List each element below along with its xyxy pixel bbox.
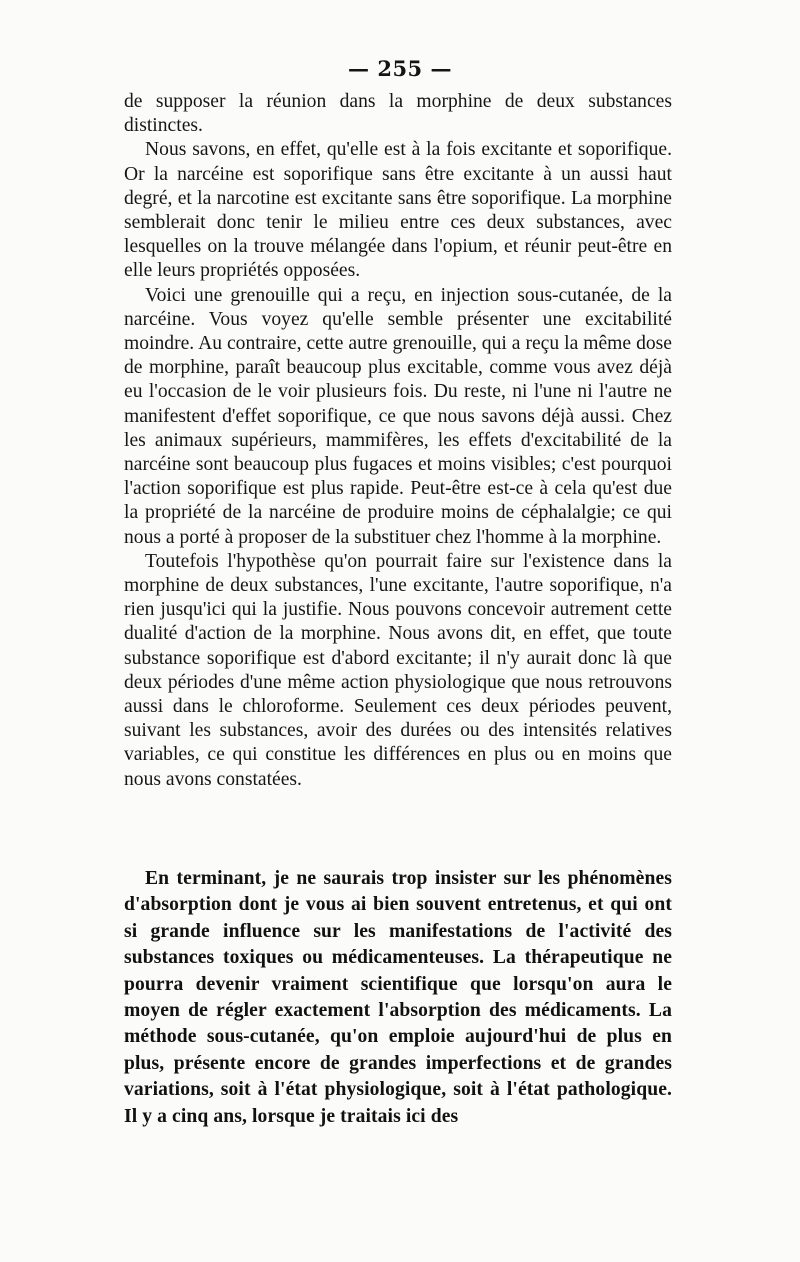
paragraph-hypothesis: Toutefois l'hypothèse qu'on pourrait faire sur l'existence dans la morphine de deux substances, l'une excitante, l'autre soporifique, n'a rien jusqu'ici qui la justifie. Nous pouvons concevoir autrement cette dualité d'action de la morphine. Nous avons dit, en effet, que toute substance soporifique est d'abord excitante; il n'y aurait donc là que deux périodes d'une même action physiologique que nous retrouvons aussi dans le chloroforme. Seulement ces deux périodes peuvent, suivant les substances, avoir des durées ou des intensités relatives variables, ce qui constitue les différences en plus ou en moins que nous avons constatées. [124,550,672,790]
text-block-upper [124,90,672,792]
paragraph-conclusion: En terminant, je ne saurais trop insister sur les phénomènes d'absorption dont je vous ai bien souvent entretenus, et qui ont si grande influence sur les manifestations de l'activité des substances toxiques ou médicamenteuses. La thérapeutique ne pourra devenir vraiment scientifique que lorsqu'on aura le moyen de régler exactement l'absorption des médicaments. La méthode sous-cutanée, qu'on emploie aujourd'hui de plus en plus, présente encore de grandes imperfections et de grandes variations, soit à l'état physiologique, soit à l'état pathologique. Il y a cinq ans, lorsque je traitais ici des [124,868,672,1127]
paragraph-morphine-properties: Nous savons, en effet, qu'elle est à la fois excitante et soporifique. Or la narcéine est soporifique sans être excitante à un aussi haut degré, et la narcotine est excitante sans être soporifique. La morphine semblerait donc tenir le milieu entre ces deux substances, avec lesquelles on la trouve mélangée dans l'opium, et réunir peut-être en elle leurs propriétés opposées. [124,139,672,282]
paragraph-continuation: de supposer la réunion dans la morphine de deux substances distinctes. [124,91,672,137]
page-number: — 255 — [348,56,452,81]
text-block-lower [124,866,672,1130]
paragraph-frog-experiment: Voici une grenouille qui a reçu, en injection sous-cutanée, de la narcéine. Vous voyez qu'elle semble présenter une excitabilité moindre. Au contraire, cette autre grenouille, qui a reçu la même dose de morphine, paraît beaucoup plus excitable, comme vous avez déjà eu l'occasion de le voir plusieurs fois. Du reste, ni l'une ni l'autre ne manifestent d'effet soporifique, ce que nous savons déjà aussi. Chez les animaux supérieurs, mammifères, les effets d'excitabilité de la narcéine sont beaucoup plus fugaces et moins visibles; c'est pourquoi l'action soporifique est plus rapide. Peut-être est-ce à cela qu'est due la propriété de la narcéine de produire moins de céphalalgie; ce qui nous a porté à proposer de la substituer chez l'homme à la morphine. [124,284,672,548]
